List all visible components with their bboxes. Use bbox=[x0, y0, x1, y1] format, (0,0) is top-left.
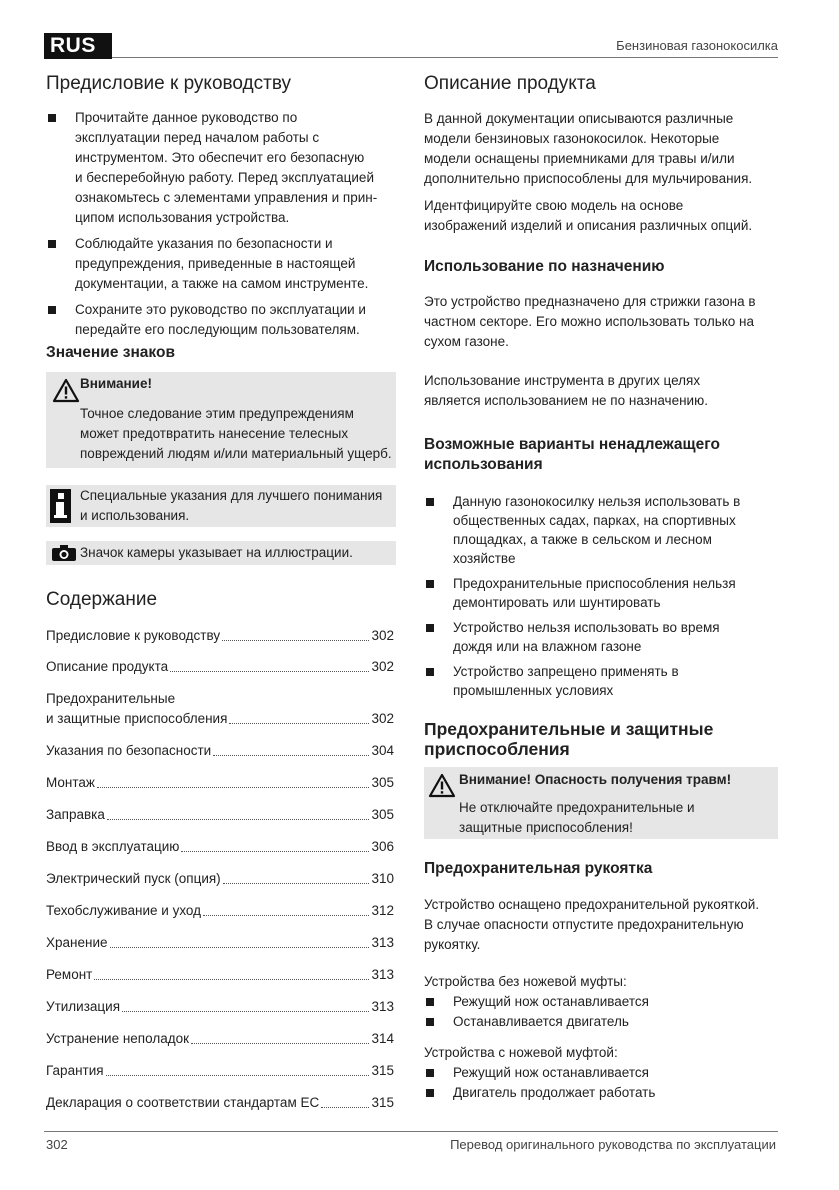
toc-entry[interactable]: Утилизация 313 bbox=[46, 999, 394, 1014]
safety-handle-paragraph: Устройство оснащено предохранительной рукояткой. В случае опасности отпустите предохранительную рукоятку. bbox=[424, 897, 760, 952]
footer-text: Перевод оригинального руководства по эксплуатации bbox=[450, 1137, 776, 1152]
warning-text: Точное следование этим предупреждениям может предотвратить нанесение телесных повреждений людям и/или материальный ущерб. bbox=[80, 406, 392, 461]
list-item: Сохраните это руководство по эксплуатации и передайте его последующим пользователям. bbox=[46, 300, 396, 340]
table-of-contents bbox=[46, 0, 394, 1190]
toc-entry[interactable]: Монтаж 305 bbox=[46, 775, 394, 790]
list-item: Устройство запрещено применять в промышленных условиях bbox=[424, 662, 778, 700]
toc-entry[interactable]: Ремонт 313 bbox=[46, 967, 394, 982]
bullet-icon bbox=[426, 580, 434, 588]
intended-use-paragraph-2: Использование инструмента в других целях является использованием не по назначению. bbox=[424, 373, 708, 408]
list-item: Режущий нож останавливается bbox=[424, 992, 778, 1012]
toc-entry-line: Предохранительные bbox=[46, 691, 176, 706]
safety-warning-text: Не отключайте предохранительные и защитные приспособления! bbox=[459, 800, 695, 835]
list-item: Двигатель продолжает работать bbox=[424, 1083, 778, 1103]
contents-heading: Содержание bbox=[46, 589, 158, 610]
bullet-icon bbox=[426, 668, 434, 676]
bullet-icon bbox=[426, 1089, 434, 1097]
toc-entry[interactable]: Заправка 305 bbox=[46, 807, 394, 822]
description-paragraph-2: Идентфицируйте свою модель на основе изображений изделий и описания различных опций. bbox=[424, 198, 753, 233]
safety-handle-heading: Предохранительная рукоятка bbox=[424, 860, 653, 877]
no-clutch-list bbox=[424, 992, 778, 1032]
intended-use-heading: Использование по назначению bbox=[424, 258, 665, 275]
toc-entry[interactable]: Устранение неполадок 314 bbox=[46, 1031, 394, 1046]
toc-entry[interactable]: Ввод в эксплуатацию 306 bbox=[46, 839, 394, 854]
description-heading: Описание продукта bbox=[424, 73, 596, 94]
list-item: Данную газонокосилку нельзя использовать в общественных садах, парках, на спортивных площадках, а также в сельском и лесном хозяйстве bbox=[424, 492, 778, 568]
toc-entry[interactable]: Описание продукта 302 bbox=[46, 659, 394, 674]
bullet-icon bbox=[426, 1069, 434, 1077]
warning-triangle-icon bbox=[428, 773, 456, 798]
list-item: Соблюдайте указания по безопасности и предупреждения, приведенные в настоящей документации, а также на самом инструменте. bbox=[46, 234, 396, 294]
foreword-heading: Предисловие к руководству bbox=[46, 73, 292, 94]
footer-rule bbox=[44, 1131, 778, 1132]
bullet-icon bbox=[426, 998, 434, 1006]
list-item: Устройство нельзя использовать во время дождя или на влажном газоне bbox=[424, 618, 778, 656]
header-title: Бензиновая газонокосилка bbox=[616, 38, 778, 53]
description-paragraph-1: В данной документации описываются различные модели бензиновых газонокосилок. Некоторые модели оснащены приемниками для травы и/или дополнительно приспособлены для мульчирования. bbox=[424, 111, 753, 186]
safety-warning-title: Внимание! Опасность получения травм! bbox=[459, 772, 732, 787]
list-item: Останавливается двигатель bbox=[424, 1012, 778, 1032]
no-clutch-label: Устройства без ножевой муфты: bbox=[424, 974, 627, 989]
toc-entry[interactable]: и защитные приспособления 302 bbox=[46, 711, 394, 726]
toc-entry[interactable]: Декларация о соответствии стандартам ЕС 315 bbox=[46, 1095, 394, 1110]
signs-heading: Значение знаков bbox=[46, 344, 175, 361]
toc-entry[interactable]: Предисловие к руководству 302 bbox=[46, 628, 394, 643]
bullet-icon bbox=[426, 1018, 434, 1026]
intended-use-paragraph-1: Это устройство предназначено для стрижки газона в частном секторе. Его можно использовать только на сухом газоне. bbox=[424, 294, 756, 349]
list-item: Прочитайте данное руководство по эксплуатации перед началом работы с инструментом. Это обеспечит его безопасную и бесперебойную работу. Перед эксплуатацией ознакомьтесь с элементами управления и прин- ципом использования устройства. bbox=[46, 108, 396, 228]
toc-entry[interactable]: Хранение 313 bbox=[46, 935, 394, 950]
list-item: Предохранительные приспособления нельзя демонтировать или шунтировать bbox=[424, 574, 778, 612]
toc-entry[interactable]: Гарантия 315 bbox=[46, 1063, 394, 1078]
clutch-list bbox=[424, 1063, 778, 1103]
toc-entry[interactable]: Техобслуживание и уход 312 bbox=[46, 903, 394, 918]
toc-entry[interactable]: Электрический пуск (опция) 310 bbox=[46, 871, 394, 886]
list-item: Режущий нож останавливается bbox=[424, 1063, 778, 1083]
page-number: 302 bbox=[46, 1137, 68, 1152]
bullet-icon bbox=[426, 498, 434, 506]
safety-warning-box bbox=[424, 767, 778, 839]
clutch-label: Устройства с ножевой муфтой: bbox=[424, 1045, 618, 1060]
toc-entry[interactable]: Указания по безопасности 304 bbox=[46, 743, 394, 758]
language-badge: RUS bbox=[44, 33, 112, 59]
warning-title: Внимание! bbox=[80, 376, 152, 391]
camera-text: Значок камеры указывает на иллюстрации. bbox=[80, 545, 353, 560]
safety-devices-heading: Предохранительные и защитные приспособления bbox=[424, 719, 714, 759]
bullet-icon bbox=[426, 624, 434, 632]
info-text: Специальные указания для лучшего понимания и использования. bbox=[80, 488, 383, 523]
misuse-list bbox=[424, 492, 778, 700]
misuse-heading: Возможные варианты ненадлежащего использования bbox=[424, 436, 720, 473]
